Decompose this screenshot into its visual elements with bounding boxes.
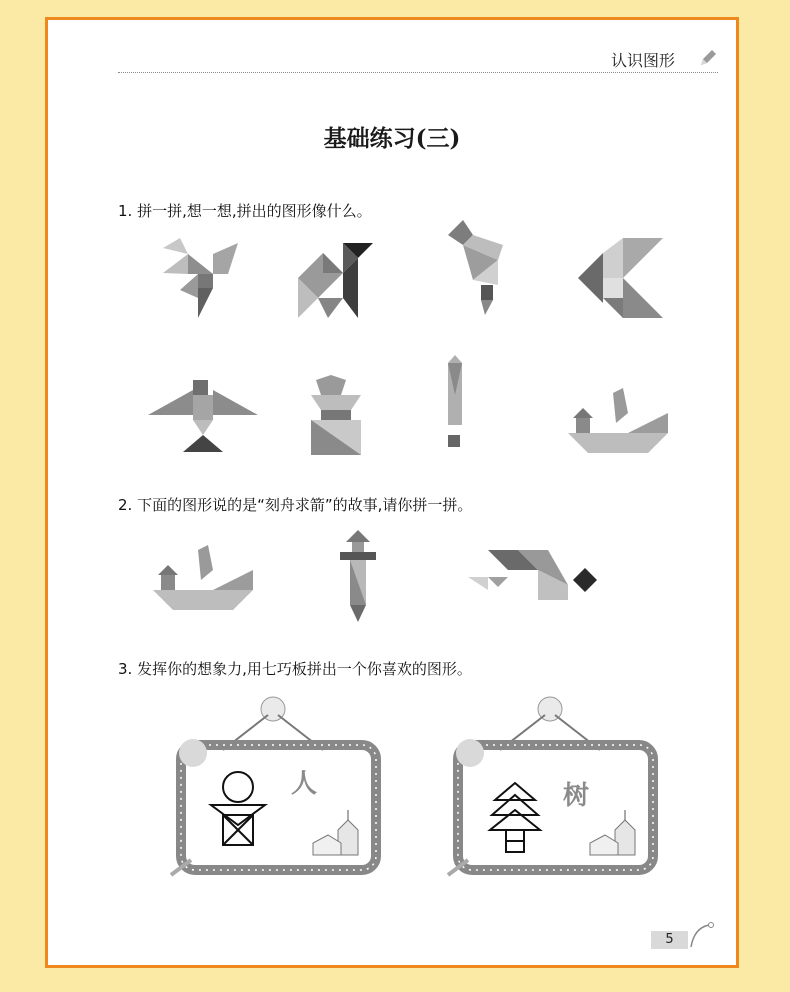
tangram-runner [158, 238, 243, 323]
tangram-exclamation [443, 355, 468, 450]
story-fish-shape [468, 545, 598, 605]
story-sword-shape [338, 530, 378, 625]
frame-tree-label: 树 [563, 781, 590, 811]
tangram-boat [568, 388, 668, 458]
page-title: 基础练习(三) [323, 125, 461, 152]
tangram-fish [578, 238, 668, 323]
picture-frame-tree [440, 695, 660, 885]
tangram-crane [443, 220, 508, 320]
frame-person-label: 人 [291, 769, 318, 799]
chapter-heading: 认识图形 [611, 51, 676, 70]
story-boat-shape [153, 545, 253, 615]
tangram-vase [306, 375, 366, 460]
tangram-bird [148, 380, 258, 455]
picture-frame-person [163, 695, 383, 885]
question-2: 2. 下面的图形说的是“刻舟求箭”的故事,请你拼一拼。 [118, 496, 473, 514]
pencil-icon [698, 48, 718, 68]
worksheet-page [45, 17, 739, 968]
page-number: 5 [651, 931, 688, 949]
question-3: 3. 发挥你的想象力,用七巧板拼出一个你喜欢的图形。 [118, 660, 472, 678]
tangram-camel [298, 238, 383, 323]
swirl-icon [689, 921, 715, 949]
question-1: 1. 拼一拼,想一想,拼出的图形像什么。 [118, 202, 372, 220]
header-divider [118, 72, 718, 73]
